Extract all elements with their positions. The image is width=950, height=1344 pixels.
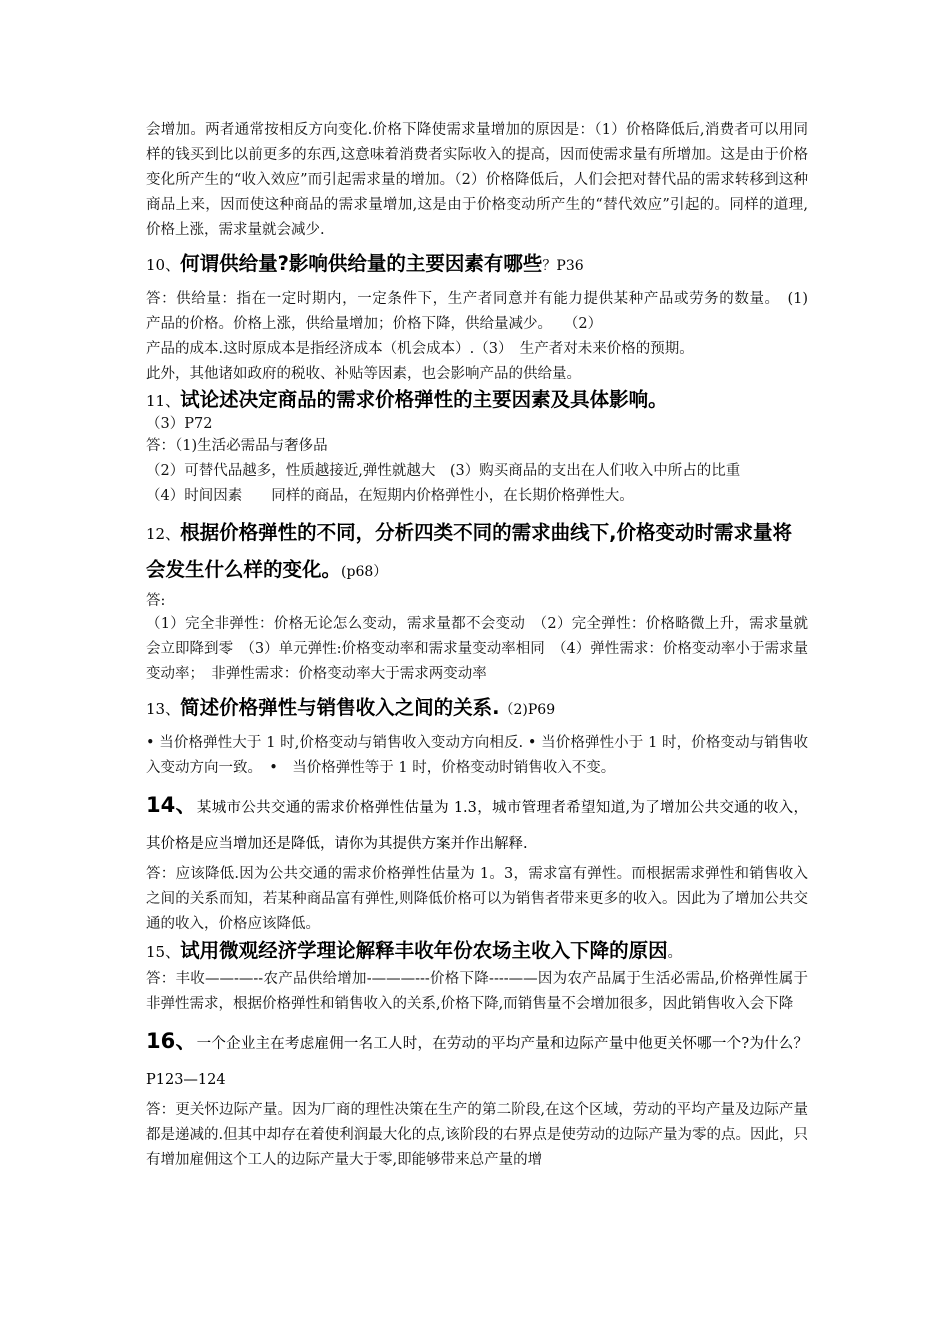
answer-11-ref: （3）P72 bbox=[146, 416, 213, 432]
answer-16-line-1: 答：更关怀边际产量。因为厂商的理性决策在生产的第二阶段,在这个区域，劳动的平均产量及边际产量都是递减的.但其中却存在着使利润最大化的点,该阶段的右界点是使劳动的边际产量为零的点。因此，只有增加雇佣这个工人的边际产量大于零,即能够带来总产量的增 bbox=[146, 1102, 808, 1168]
answer-10-line-2: 产品的成本.这时原成本是指经济成本（机会成本）.（3） 生产者对未来价格的预期。 bbox=[146, 341, 694, 357]
answer-12-label: 答: bbox=[146, 593, 166, 609]
question-15 bbox=[146, 937, 808, 967]
question-16 bbox=[146, 1023, 808, 1098]
answer-10-line-3: 此外，其他诸如政府的税收、补贴等因素，也会影响产品的供给量。 bbox=[146, 366, 581, 382]
question-text: 一个企业主在考虑雇佣一名工人时，在劳动的平均产量和边际产量中他更关怀哪一个?为什么？P123—124 bbox=[146, 1036, 808, 1088]
answer-15-line-1: 答：丰收——-—--农产品供给增加-———---价格下降----——因为农产品属于生活必需品,价格弹性属于非弹性需求，根据价格弹性和销售收入的关系,价格下降,而销售量不会增加很多，因此销售收入会下降 bbox=[146, 971, 808, 1012]
question-ref: ？P36 bbox=[542, 258, 584, 274]
question-title: 何谓供给量?影响供给量的主要因素有哪些 bbox=[180, 252, 543, 275]
question-number: 15、 bbox=[146, 943, 181, 961]
document-content bbox=[146, 118, 828, 1173]
question-ref: （2)P69 bbox=[499, 702, 556, 718]
question-title: 简述价格弹性与销售收入之间的关系. bbox=[180, 696, 500, 719]
question-title: 试用微观经济学理论解释丰收年份农场主收入下降的原因 bbox=[180, 939, 668, 962]
intro-paragraph: 会增加。两者通常按相反方向变化.价格下降使需求量增加的原因是：（1）价格降低后,消费者可以用同样的钱买到比以前更多的东西,这意味着消费者实际收入的提高，因而使需求量有所增加。这是由于价格变化所产生的“收入效应”而引起需求量的增加。（2）价格降低后，人们会把对替代品的需求转移到这种商品上来，因而使这种商品的需求量增加,这是由于价格变动所产生的“替代效应”引起的。同样的道理,价格上涨，需求量就会减少. bbox=[146, 122, 808, 238]
question-number: 10、 bbox=[146, 256, 181, 274]
answer-14-line-1: 答：应该降低.因为公共交通的需求价格弹性估量为 1。3，需求富有弹性。而根据需求弹性和销售收入之间的关系而知，若某种商品富有弹性,则降低价格可以为销售者带来更多的收入。因此为了增加公共交通的收入，价格应该降低。 bbox=[146, 866, 808, 932]
question-text: 某城市公共交通的需求价格弹性估量为 1.3，城市管理者希望知道,为了增加公共交通的收入，其价格是应当增加还是降低，请你为其提供方案并作出解释. bbox=[146, 800, 808, 852]
question-ref: (p68） bbox=[341, 564, 388, 580]
question-10 bbox=[146, 249, 808, 281]
answer-11-line-3: （4）时间因素 同样的商品，在短期内价格弹性小，在长期价格弹性大。 bbox=[146, 488, 634, 504]
question-number: 14、 bbox=[146, 793, 197, 817]
answer-11-line-1: 答：（1)生活必需品与奢侈品 bbox=[146, 438, 328, 454]
question-title: 试论述决定商品的需求价格弹性的主要因素及具体影响。 bbox=[180, 388, 668, 411]
answer-10-line-1: 答：供给量：指在一定时期内，一定条件下，生产者同意并有能力提供某种产品或劳务的数量。 (1) 产品的价格。价格上涨，供给量增加；价格下降，供给量减少。 （2） bbox=[146, 291, 828, 332]
question-12 bbox=[146, 515, 808, 590]
question-title: 根据价格弹性的不同，分析四类不同的需求曲线下,价格变动时需求量将会发生什么样的变化。 bbox=[146, 521, 793, 581]
question-ref: 。 bbox=[667, 945, 682, 961]
question-number: 16、 bbox=[146, 1029, 197, 1053]
question-number: 11、 bbox=[146, 392, 181, 410]
question-13 bbox=[146, 693, 808, 725]
question-14 bbox=[146, 787, 808, 862]
answer-13-line-1: • 当价格弹性大于 1 时,价格变动与销售收入变动方向相反. • 当价格弹性小于 1 时，价格变动与销售收入变动方向一致。 • 当价格弹性等于 1 时，价格变动时销售收入不变。 bbox=[146, 735, 808, 776]
answer-12-line-1: （1）完全非弹性：价格无论怎么变动，需求量都不会变动 （2）完全弹性：价格略微上升，需求量就会立即降到零 （3）单元弹性:价格变动率和需求量变动率相同 （4）弹性需求：价格变动率小于需求量变动率； 非弹性需求：价格变动率大于需求两变动率 bbox=[146, 616, 808, 682]
question-number: 13、 bbox=[146, 700, 181, 718]
answer-11-line-2: （2）可替代品越多，性质越接近,弹性就越大 (3）购买商品的支出在人们收入中所占的比重 bbox=[146, 463, 741, 479]
question-11 bbox=[146, 387, 808, 414]
question-number: 12、 bbox=[146, 525, 181, 543]
